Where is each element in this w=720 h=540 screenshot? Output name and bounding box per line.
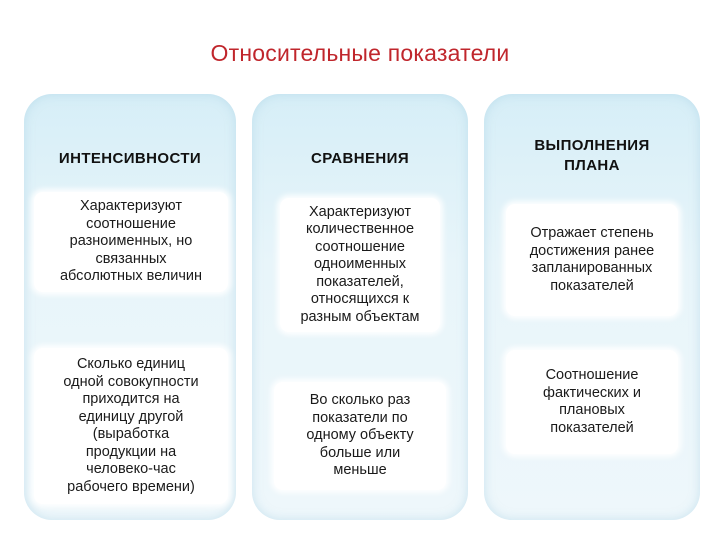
column-header-intensity: ИНТЕНСИВНОСТИ xyxy=(58,150,202,167)
card-plan-example: Соотношение фактических и плановых показателей xyxy=(506,350,678,454)
column-intensity xyxy=(24,94,236,520)
card-intensity-example: Сколько единиц одной совокупности приходится на единицу другой (выработка продукции на человеко-час рабочего времени) xyxy=(34,348,228,504)
column-comparison xyxy=(252,94,468,520)
column-plan-fulfillment xyxy=(484,94,700,520)
card-comparison-example: Во сколько раз показатели по одному объекту больше или меньше xyxy=(274,382,446,490)
card-comparison-definition: Характеризуют количественное соотношение одноименных показателей, относящихся к разным объектам xyxy=(280,198,440,332)
slide-title: Относительные показатели xyxy=(210,40,510,66)
card-plan-definition: Отражает степень достижения ранее запланированных показателей xyxy=(506,204,678,316)
column-header-comparison: СРАВНЕНИЯ xyxy=(310,150,410,167)
card-intensity-definition: Характеризуют соотношение разноименных, но связанных абсолютных величин xyxy=(34,192,228,292)
column-header-plan-fulfillment: ВЫПОЛНЕНИЯ ПЛАНА xyxy=(534,137,650,174)
